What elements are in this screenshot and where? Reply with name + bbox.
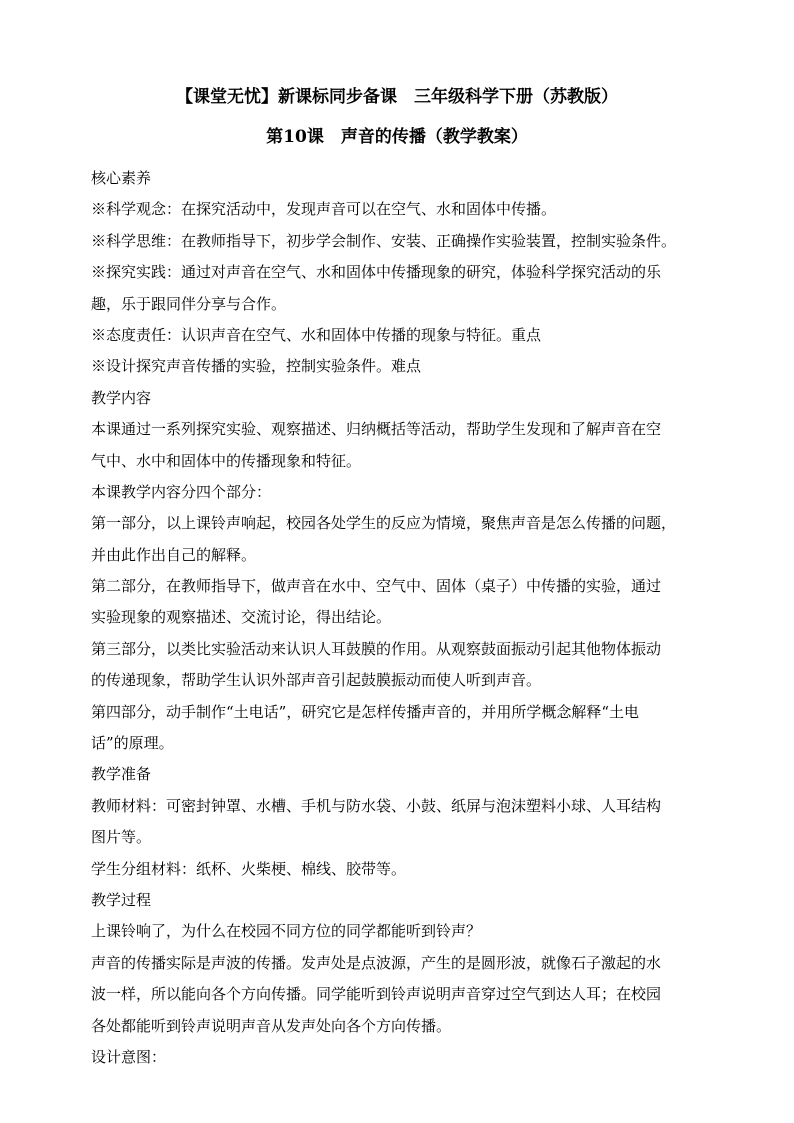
lesson-title: 第10课 声音的传播（教学教案） — [266, 127, 528, 147]
paragraph-line: 教师材料：可密封钟罩、水槽、手机与防水袋、小鼓、纸屏与泡沫塑料小球、人耳结构 — [91, 796, 662, 815]
paragraph-line: ※科学思维：在教师指导下，初步学会制作、安装、正确操作实验装置，控制实验条件。 — [91, 231, 677, 250]
paragraph-line: 图片等。 — [91, 828, 152, 847]
paragraph-line: 并由此作出自己的解释。 — [91, 545, 257, 564]
paragraph-line: ※探究实践：通过对声音在空气、水和固体中传播现象的研究，体验科学探究活动的乐 — [91, 263, 662, 282]
paragraph-line: ※设计探究声音传播的实验，控制实验条件。难点 — [91, 357, 422, 376]
paragraph-line: 声音的传播实际是声波的传播。发声处是点波源，产生的是圆形波，就像石子激起的水 — [91, 953, 662, 972]
paragraph-line: 波一样，所以能向各个方向传播。同学能听到铃声说明声音穿过空气到达人耳；在校园 — [91, 985, 662, 1004]
paragraph-line: 设计意图： — [91, 1047, 167, 1066]
paragraph-line: 本课教学内容分四个部分： — [91, 482, 272, 501]
section-heading-teaching-preparation: 教学准备 — [91, 765, 152, 784]
paragraph-line: ※科学观念：在探究活动中，发现声音可以在空气、水和固体中传播。 — [91, 200, 557, 219]
paragraph-line: 气中、水中和固体中的传播现象和特征。 — [91, 451, 362, 470]
section-heading-core-literacy: 核心素养 — [91, 169, 152, 187]
paragraph-line: 上课铃响了，为什么在校园不同方位的同学都能听到铃声？ — [91, 922, 482, 941]
paragraph-line: 的传递现象，帮助学生认识外部声音引起鼓膜振动而使人听到声音。 — [91, 671, 542, 690]
section-heading-teaching-process: 教学过程 — [91, 890, 152, 909]
paragraph-line: ※态度责任：认识声音在空气、水和固体中传播的现象与特征。重点 — [91, 325, 542, 344]
document-body — [91, 163, 707, 1073]
paragraph-line: 实验现象的观察描述、交流讨论，得出结论。 — [91, 608, 392, 627]
section-heading-teaching-content: 教学内容 — [91, 388, 152, 407]
paragraph-line: 第二部分，在教师指导下，做声音在水中、空气中、固体（桌子）中传播的实验，通过 — [91, 577, 662, 596]
paragraph-line: 第三部分，以类比实验活动来认识人耳鼓膜的作用。从观察鼓面振动引起其他物体振动 — [91, 639, 662, 658]
paragraph-line: 第一部分，以上课铃声响起，校园各处学生的反应为情境，聚焦声音是怎么传播的问题， — [91, 514, 677, 533]
paragraph-line: 话”的原理。 — [91, 734, 174, 753]
paragraph-line: 学生分组材料：纸杯、火柴梗、棉线、胶带等。 — [91, 859, 407, 878]
paragraph-line: 本课通过一系列探究实验、观察描述、归纳概括等活动，帮助学生发现和了解声音在空 — [91, 420, 662, 439]
paragraph-line: 第四部分，动手制作“土电话”，研究它是怎样传播声音的，并用所学概念解释“土电 — [91, 702, 640, 721]
document-title: 【课堂无忧】新课标同步备课 三年级科学下册（苏教版） — [176, 87, 618, 107]
paragraph-line: 趣，乐于跟同伴分享与合作。 — [91, 294, 287, 313]
paragraph-line: 各处都能听到铃声说明声音从发声处向各个方向传播。 — [91, 1016, 452, 1035]
